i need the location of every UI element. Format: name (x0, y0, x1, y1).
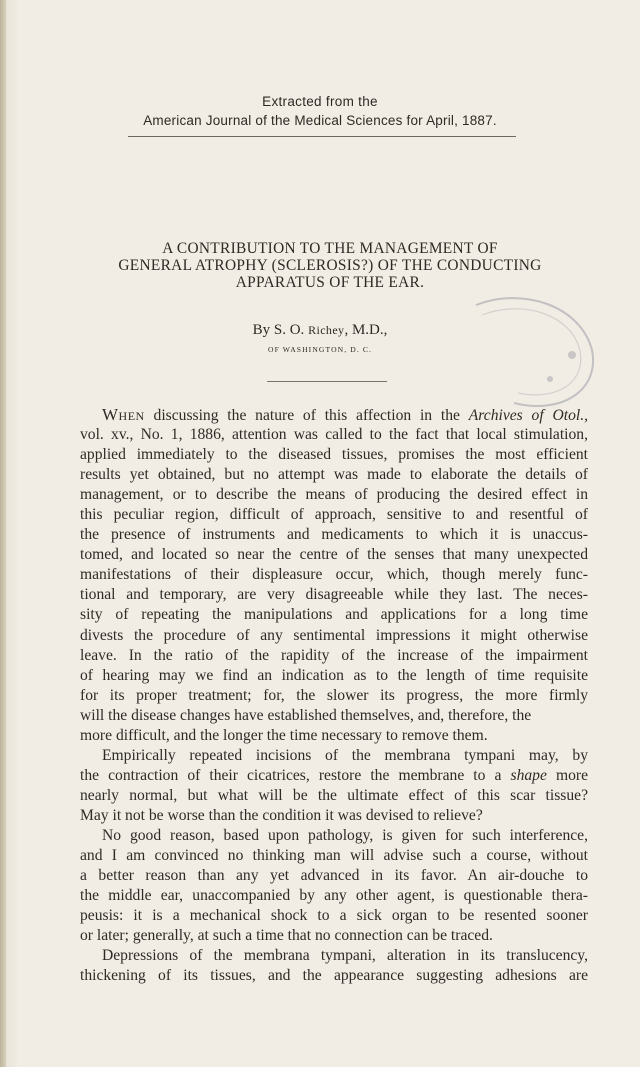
text-line: the middle ear, unaccompanied by any other agent, is questionable thera- (80, 887, 588, 905)
title-line-3: APPARATUS OF THE EAR. (235, 274, 425, 291)
text-line: will the disease changes have established themselves, and, therefore, the (80, 706, 532, 724)
emphasis: shape (510, 766, 547, 784)
text-line (80, 405, 588, 425)
text-line: tional and temporary, are very disagreeable while they last. The neces- (80, 586, 588, 604)
text-line: management, or to describe the means of producing the desired effect in (80, 486, 588, 504)
header-line-1: Extracted from the (262, 94, 378, 109)
paragraph-3 (80, 826, 588, 946)
text-line: of hearing may we find an indication as to the length of time requisite (80, 666, 588, 684)
text-line: tomed, and located so near the centre of the senses that many unexpected (80, 546, 588, 564)
text-line: applied immediately to the diseased tissues, promises the most efficient (80, 446, 588, 464)
lead-word: When (102, 405, 145, 424)
text-line: No good reason, based upon pathology, is given for such interference, (102, 826, 588, 844)
text-run: the contraction of their cicatrices, restore the membrane to a (80, 766, 511, 784)
text-line: results yet obtained, but no attempt was made to elaborate the details of (80, 466, 588, 484)
text-line (80, 766, 588, 786)
text-line: vol. xv., No. 1, 1886, attention was called to the fact that local stimulation, (80, 426, 588, 444)
header-line-2: American Journal of the Medical Sciences for April, 1887. (143, 113, 497, 128)
header-rule (128, 136, 516, 137)
text-line: peusis: it is a mechanical shock to a sick organ to be resented sooner (80, 907, 588, 925)
text-run: more (546, 766, 588, 784)
author-prefix: By S. O. (252, 322, 309, 338)
page-binding-edge (0, 0, 6, 1067)
text-line: sity of repeating the manipulations and applications for a long time (80, 606, 588, 624)
article-body (80, 405, 588, 986)
text-line: the presence of instruments and medicaments to which it is unaccus- (80, 526, 588, 544)
text-line: and I am convinced no thinking man will advise such a course, without (80, 847, 588, 865)
text-line: nearly normal, but what will be the ultimate effect of this scar tissue? (80, 786, 588, 804)
text-line: Depressions of the membrana tympani, alteration in its translucency, (102, 947, 588, 965)
title-line-2: GENERAL ATROPHY (SCLEROSIS?) OF THE CONDUCTING (118, 257, 542, 274)
text-line: more difficult, and the longer the time necessary to remove them. (80, 726, 488, 744)
text-run: discussing the nature of this affection in the (153, 407, 469, 424)
text-line: thickening of its tissues, and the appearance suggesting adhesions are (80, 967, 588, 985)
text-line: for its proper treatment; for, the slower its progress, the more firmly (80, 686, 588, 704)
text-line: leave. In the ratio of the rapidity of the increase of the impairment (80, 646, 588, 664)
author-name: Richey (308, 323, 345, 337)
author-suffix: , M.D., (344, 322, 388, 338)
paragraph-1 (80, 405, 588, 746)
journal-citation: Archives of Otol., (468, 407, 588, 424)
text-line: manifestations of their displeasure occur, which, though merely func- (80, 566, 588, 584)
text-line: May it not be worse than the condition it was devised to relieve? (80, 806, 483, 824)
paragraph-4 (80, 946, 588, 986)
text-line: or later; generally, at such a time that no connection can be traced. (80, 927, 493, 945)
author-affiliation: OF WASHINGTON, D. C. (268, 345, 372, 354)
paragraph-2 (80, 746, 588, 826)
title-line-1: A CONTRIBUTION TO THE MANAGEMENT OF (162, 240, 498, 257)
library-stamp (452, 295, 600, 413)
author-line (0, 322, 640, 339)
text-line: Empirically repeated incisions of the membrana tympani may, by (102, 746, 588, 764)
text-line: a better reason than any yet advanced in its favor. An air-douche to (80, 867, 588, 885)
title-rule (267, 381, 387, 382)
text-line: this peculiar region, difficult of approach, sensitive to and resentful of (80, 506, 588, 524)
text-line: divests the procedure of any sentimental impressions it might otherwise (80, 626, 588, 644)
